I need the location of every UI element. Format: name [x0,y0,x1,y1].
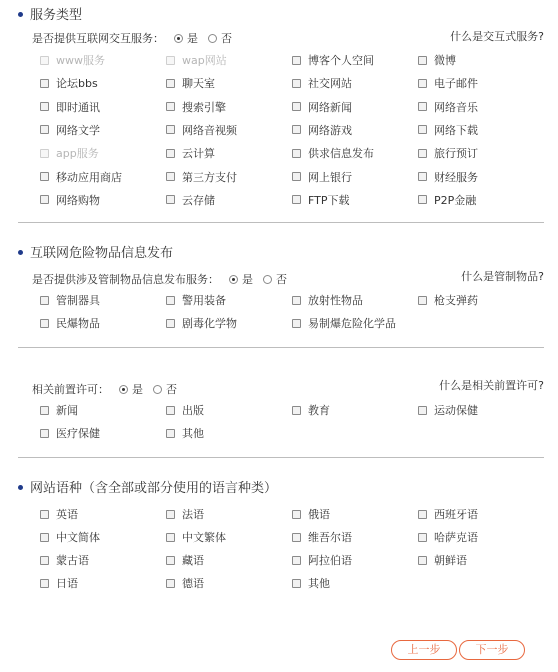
checkbox[interactable] [418,149,427,158]
checkbox-label: 哈萨克语 [434,531,478,544]
checkbox-item[interactable] [292,575,330,591]
checkbox-label: 德语 [182,577,204,590]
prev-step-button[interactable]: 上一步 [391,640,457,660]
checkbox[interactable] [166,296,175,305]
checkbox[interactable] [166,510,175,519]
checkbox-item[interactable] [292,75,352,91]
section-title-dangerous-items: 互联网危险物品信息发布 [18,242,173,261]
checkbox-label: 电子邮件 [434,77,478,91]
checkbox[interactable] [166,533,175,542]
checkbox-item[interactable] [166,425,204,441]
checkbox[interactable] [292,296,301,305]
checkbox-item[interactable] [166,169,237,185]
section-title-languages: 网站语种（含全部或部分使用的语言种类） [18,477,277,496]
help-link-permits[interactable]: 什么是相关前置许可? [439,379,544,392]
checkbox[interactable] [40,556,49,565]
checkbox-label: 聊天室 [182,77,215,91]
checkbox-label: 警用装备 [182,294,226,307]
checkbox[interactable] [166,319,175,328]
section-title-service-types: 服务类型 [18,4,82,23]
checkbox-item[interactable] [292,529,352,545]
checkbox-item[interactable] [418,145,478,161]
checkbox-item[interactable] [292,169,352,185]
checkbox[interactable] [166,195,175,204]
checkbox[interactable] [292,510,301,519]
checkbox-item[interactable] [418,292,478,308]
checkbox-label: 论坛bbs [56,77,98,91]
checkbox-label: 中文简体 [56,531,100,544]
checkbox-label: 剧毒化学物 [182,317,237,330]
checkbox-item[interactable] [166,506,204,522]
checkbox-item[interactable] [418,99,478,115]
question-interactive-service: 是否提供互联网交互服务： 是 否 [32,32,232,45]
checkbox-item[interactable] [166,315,237,331]
checkbox-item[interactable] [292,52,374,68]
checkbox-label: 供求信息发布 [308,147,374,161]
checkbox[interactable] [166,79,175,88]
checkbox-label: 法语 [182,508,204,521]
radio-no-permit[interactable] [153,385,162,394]
checkbox-label: 网络音视频 [182,123,237,137]
checkbox[interactable] [418,406,427,415]
checkbox[interactable] [418,556,427,565]
checkbox-label: 微博 [434,54,456,67]
checkbox-item[interactable] [166,122,237,138]
checkbox-label: 朝鲜语 [434,554,467,567]
checkbox-item[interactable] [418,122,478,138]
checkbox-label: 网络购物 [56,193,100,207]
checkbox[interactable] [40,172,49,181]
checkbox[interactable] [418,172,427,181]
checkbox-item[interactable] [40,529,100,545]
checkbox[interactable] [166,556,175,565]
checkbox-item[interactable] [418,529,478,545]
checkbox-label: 博客个人空间 [308,54,374,67]
divider [18,347,544,348]
checkbox-label: wap网站 [182,54,227,67]
checkbox-item[interactable] [166,529,226,545]
checkbox-item[interactable] [40,292,100,308]
checkbox-item[interactable] [292,145,374,161]
checkbox[interactable] [418,533,427,542]
checkbox-label: 新闻 [56,404,78,417]
checkbox-label: 英语 [56,508,78,521]
bullet-icon [18,250,23,255]
divider [18,457,544,458]
checkbox[interactable] [40,56,49,65]
checkbox[interactable] [166,579,175,588]
checkbox[interactable] [40,195,49,204]
checkbox-item[interactable] [418,552,467,568]
checkbox-label: 网上银行 [308,170,352,184]
checkbox-label: 俄语 [308,508,330,521]
checkbox[interactable] [166,172,175,181]
checkbox[interactable] [418,102,427,111]
checkbox-item[interactable] [418,402,478,418]
checkbox-item[interactable] [418,506,478,522]
checkbox-item[interactable] [166,192,215,208]
checkbox[interactable] [40,429,49,438]
checkbox[interactable] [292,406,301,415]
checkbox[interactable] [292,56,301,65]
checkbox[interactable] [166,56,175,65]
radio-yes-controlled[interactable] [229,275,238,284]
checkbox[interactable] [40,102,49,111]
checkbox-item[interactable] [166,99,226,115]
checkbox-label: 枪支弹药 [434,294,478,307]
checkbox-label: 易制爆危险化学品 [308,317,396,330]
checkbox-item[interactable] [40,122,100,138]
checkbox-label: 搜索引擎 [182,100,226,114]
checkbox[interactable] [40,510,49,519]
checkbox-label: 维吾尔语 [308,531,352,544]
checkbox-label: 西班牙语 [434,508,478,521]
radio-no-controlled[interactable] [263,275,272,284]
checkbox[interactable] [418,125,427,134]
checkbox-label: 其他 [308,577,330,590]
checkbox-label: app服务 [56,147,99,161]
checkbox-label: P2P金融 [434,193,477,207]
checkbox-label: 网络下载 [434,123,478,137]
checkbox-label: 藏语 [182,554,204,567]
checkbox-label: 网络音乐 [434,100,478,114]
checkbox-item[interactable] [292,99,352,115]
checkbox-item[interactable] [40,315,100,331]
checkbox-label: 蒙古语 [56,554,89,567]
help-link-interactive[interactable]: 什么是交互式服务? [450,30,544,43]
checkbox[interactable] [292,556,301,565]
checkbox[interactable] [292,79,301,88]
checkbox-label: 云计算 [182,147,215,161]
checkbox[interactable] [40,579,49,588]
checkbox[interactable] [40,125,49,134]
checkbox-label: 医疗保健 [56,427,100,440]
checkbox-item[interactable] [292,192,350,208]
checkbox[interactable] [40,319,49,328]
checkbox[interactable] [40,406,49,415]
checkbox-item[interactable] [292,552,352,568]
checkbox-item[interactable] [292,402,330,418]
help-link-controlled[interactable]: 什么是管制物品? [461,270,544,283]
checkbox[interactable] [292,149,301,158]
checkbox-label: FTP下载 [308,193,350,207]
checkbox-item[interactable] [166,52,227,68]
checkbox[interactable] [292,195,301,204]
checkbox-item[interactable] [166,145,215,161]
checkbox[interactable] [40,79,49,88]
checkbox-label: 日语 [56,577,78,590]
checkbox-item[interactable] [40,506,78,522]
checkbox[interactable] [292,102,301,111]
checkbox-label: 财经服务 [434,170,478,184]
radio-yes-permit[interactable] [119,385,128,394]
checkbox[interactable] [40,149,49,158]
checkbox-item[interactable] [418,75,478,91]
checkbox-label: 第三方支付 [182,170,237,184]
checkbox-item[interactable] [166,552,204,568]
checkbox-item[interactable] [292,122,352,138]
checkbox[interactable] [166,429,175,438]
checkbox-item[interactable] [40,75,98,91]
checkbox-label: 网络文学 [56,123,100,137]
checkbox-label: 出版 [182,404,204,417]
checkbox-label: 管制器具 [56,294,100,307]
checkbox-item[interactable] [166,575,204,591]
checkbox-label: 放射性物品 [308,294,363,307]
checkbox[interactable] [418,296,427,305]
checkbox-item[interactable] [40,169,122,185]
checkbox-label: www服务 [56,54,105,67]
checkbox[interactable] [166,149,175,158]
checkbox-label: 运动保健 [434,404,478,417]
checkbox-item[interactable] [40,552,89,568]
checkbox-label: 教育 [308,404,330,417]
bullet-icon [18,485,23,490]
checkbox-item[interactable] [418,192,476,208]
checkbox-item[interactable] [40,402,78,418]
checkbox-item[interactable] [166,75,215,91]
next-step-button[interactable]: 下一步 [459,640,525,660]
checkbox-item[interactable] [40,575,78,591]
checkbox-item[interactable] [40,145,99,161]
checkbox-label: 中文繁体 [182,531,226,544]
radio-yes-interactive[interactable] [174,34,183,43]
checkbox-label: 其他 [182,427,204,440]
checkbox-label: 网络新闻 [308,100,352,114]
bullet-icon [18,12,23,17]
checkbox-label: 移动应用商店 [56,170,122,184]
checkbox-item[interactable] [40,52,105,68]
checkbox-label: 民爆物品 [56,317,100,330]
checkbox[interactable] [418,79,427,88]
divider [18,222,544,223]
checkbox-item[interactable] [40,99,100,115]
radio-no-interactive[interactable] [208,34,217,43]
checkbox-label: 即时通讯 [56,100,100,114]
checkbox[interactable] [166,102,175,111]
checkbox[interactable] [40,533,49,542]
checkbox-label: 旅行预订 [434,147,478,161]
question-permits: 相关前置许可： 是 否 [32,383,177,396]
checkbox[interactable] [418,195,427,204]
checkbox[interactable] [166,406,175,415]
checkbox-label: 阿拉伯语 [308,554,352,567]
checkbox-item[interactable] [166,402,204,418]
checkbox[interactable] [40,296,49,305]
checkbox-item[interactable] [292,506,330,522]
checkbox-item[interactable] [40,425,100,441]
checkbox[interactable] [292,579,301,588]
checkbox-label: 云存储 [182,193,215,207]
checkbox-label: 网络游戏 [308,123,352,137]
checkbox-item[interactable] [292,315,396,331]
checkbox-item[interactable] [40,192,100,208]
checkbox[interactable] [418,56,427,65]
checkbox[interactable] [292,319,301,328]
question-controlled-items: 是否提供涉及管制物品信息发布服务： 是 否 [32,273,287,286]
checkbox[interactable] [166,125,175,134]
checkbox[interactable] [418,510,427,519]
checkbox[interactable] [292,533,301,542]
checkbox-label: 社交网站 [308,77,352,91]
checkbox-item[interactable] [418,169,478,185]
checkbox-item[interactable] [166,292,226,308]
checkbox[interactable] [292,125,301,134]
checkbox-item[interactable] [418,52,456,68]
checkbox[interactable] [292,172,301,181]
checkbox-item[interactable] [292,292,363,308]
